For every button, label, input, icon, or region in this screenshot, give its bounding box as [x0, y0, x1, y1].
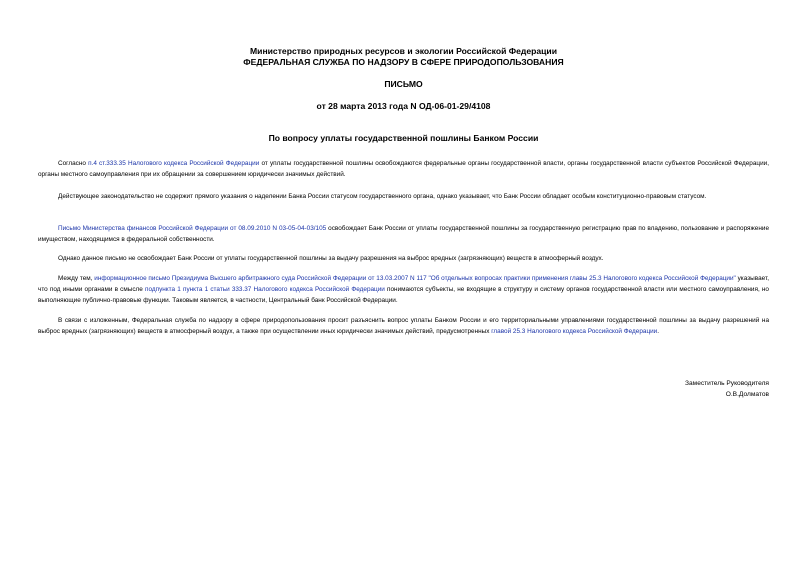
- doc-date-number: от 28 марта 2013 года N ОД-06-01-29/4108: [316, 101, 491, 111]
- paragraph-1: [38, 159, 769, 181]
- p2-text-1: Действующее законодательство не содержит прямого указания о наделении Банка России статусом государственного органа, однако указывает, что Банк России обладает особым конституционно-правовым статусом.: [58, 193, 707, 200]
- service-title: ФЕДЕРАЛЬНАЯ СЛУЖБА ПО НАДЗОРУ В СФЕРЕ ПРИРОДОПОЛЬЗОВАНИЯ: [243, 57, 564, 67]
- p1-text-1: Согласно: [58, 160, 89, 167]
- p6-text-1: В связи с изложенным, Федеральная служба по надзору в сфере природопользования просит разъяснить вопрос уплаты Банком России и его территориальными управлениями государственной пошлины за выдачу разрешений на выброс вредных (загрязняющих) веществ в атмосферный воздух, а также при осуществлении иных юридически значимых действий, предусмотренных: [38, 317, 769, 335]
- p6-text-2: .: [657, 327, 660, 335]
- paragraph-3: [38, 224, 769, 246]
- link-tax-code-art-333-35[interactable]: п.4 ст.333.35 Налогового кодекса Российской Федерации: [88, 160, 260, 167]
- link-vas-information-letter[interactable]: информационное письмо Президиума Высшего арбитражного суда Российской Федерации от 13.03.2007 N 117 "Об отдельных вопросах практики применения главы 25.3 Налогового кодекса Российской Федерации": [94, 275, 736, 282]
- link-tax-code-chapter-25-3[interactable]: главой 25.3 Налогового кодекса Российской Федерации: [491, 327, 658, 335]
- paragraph-4: [38, 254, 769, 265]
- paragraph-6: [38, 316, 769, 338]
- p5-text-1: Между тем,: [58, 275, 95, 282]
- signature-name: О.В.Долматов: [725, 391, 769, 398]
- doc-subject: По вопросу уплаты государственной пошлины Банком России: [268, 133, 539, 143]
- signature-position: Заместитель Руководителя: [685, 380, 769, 387]
- p5-text-3: понимаются субъекты, не входящие в структуру и систему органов государственной власти или местного самоуправления, но выполняющие публично-правовые функции. Таковым является, в частности, Центральный банк Российской Федерации.: [38, 285, 769, 304]
- document-page: [38, 0, 769, 571]
- ministry-title: Министерство природных ресурсов и экологии Российской Федерации: [250, 46, 557, 56]
- doc-type: ПИСЬМО: [384, 79, 423, 89]
- paragraph-5: [38, 274, 769, 306]
- link-minfin-letter[interactable]: Письмо Министерства финансов Российской Федерации от 08.09.2010 N 03-05-04-03/105: [58, 225, 327, 232]
- paragraph-2: [38, 192, 769, 203]
- link-tax-code-art-333-37[interactable]: подпункта 1 пункта 1 статьи 333.37 Налогового кодекса Российской Федерации: [145, 285, 385, 293]
- p5-text-2: указывает, что под иными органами в смысле: [38, 275, 769, 293]
- p4-text-1: Однако данное письмо не освобождает Банк России от уплаты государственной пошлины за выдачу разрешения на выброс вредных (загрязняющих) веществ в атмосферный воздух.: [58, 255, 604, 262]
- p3-text-1: освобождает Банк России от уплаты государственной пошлины за государственную регистрацию прав по владению, пользование и распоряжение имуществом, находящимся в федеральной собственности.: [38, 225, 769, 243]
- p1-text-2: от уплаты государственной пошлины освобождаются федеральные органы государственной власти, органы государственной власти субъектов Российской Федерации, органы местного самоуправления при их обращении за совершением юридически значимых действий.: [38, 160, 769, 178]
